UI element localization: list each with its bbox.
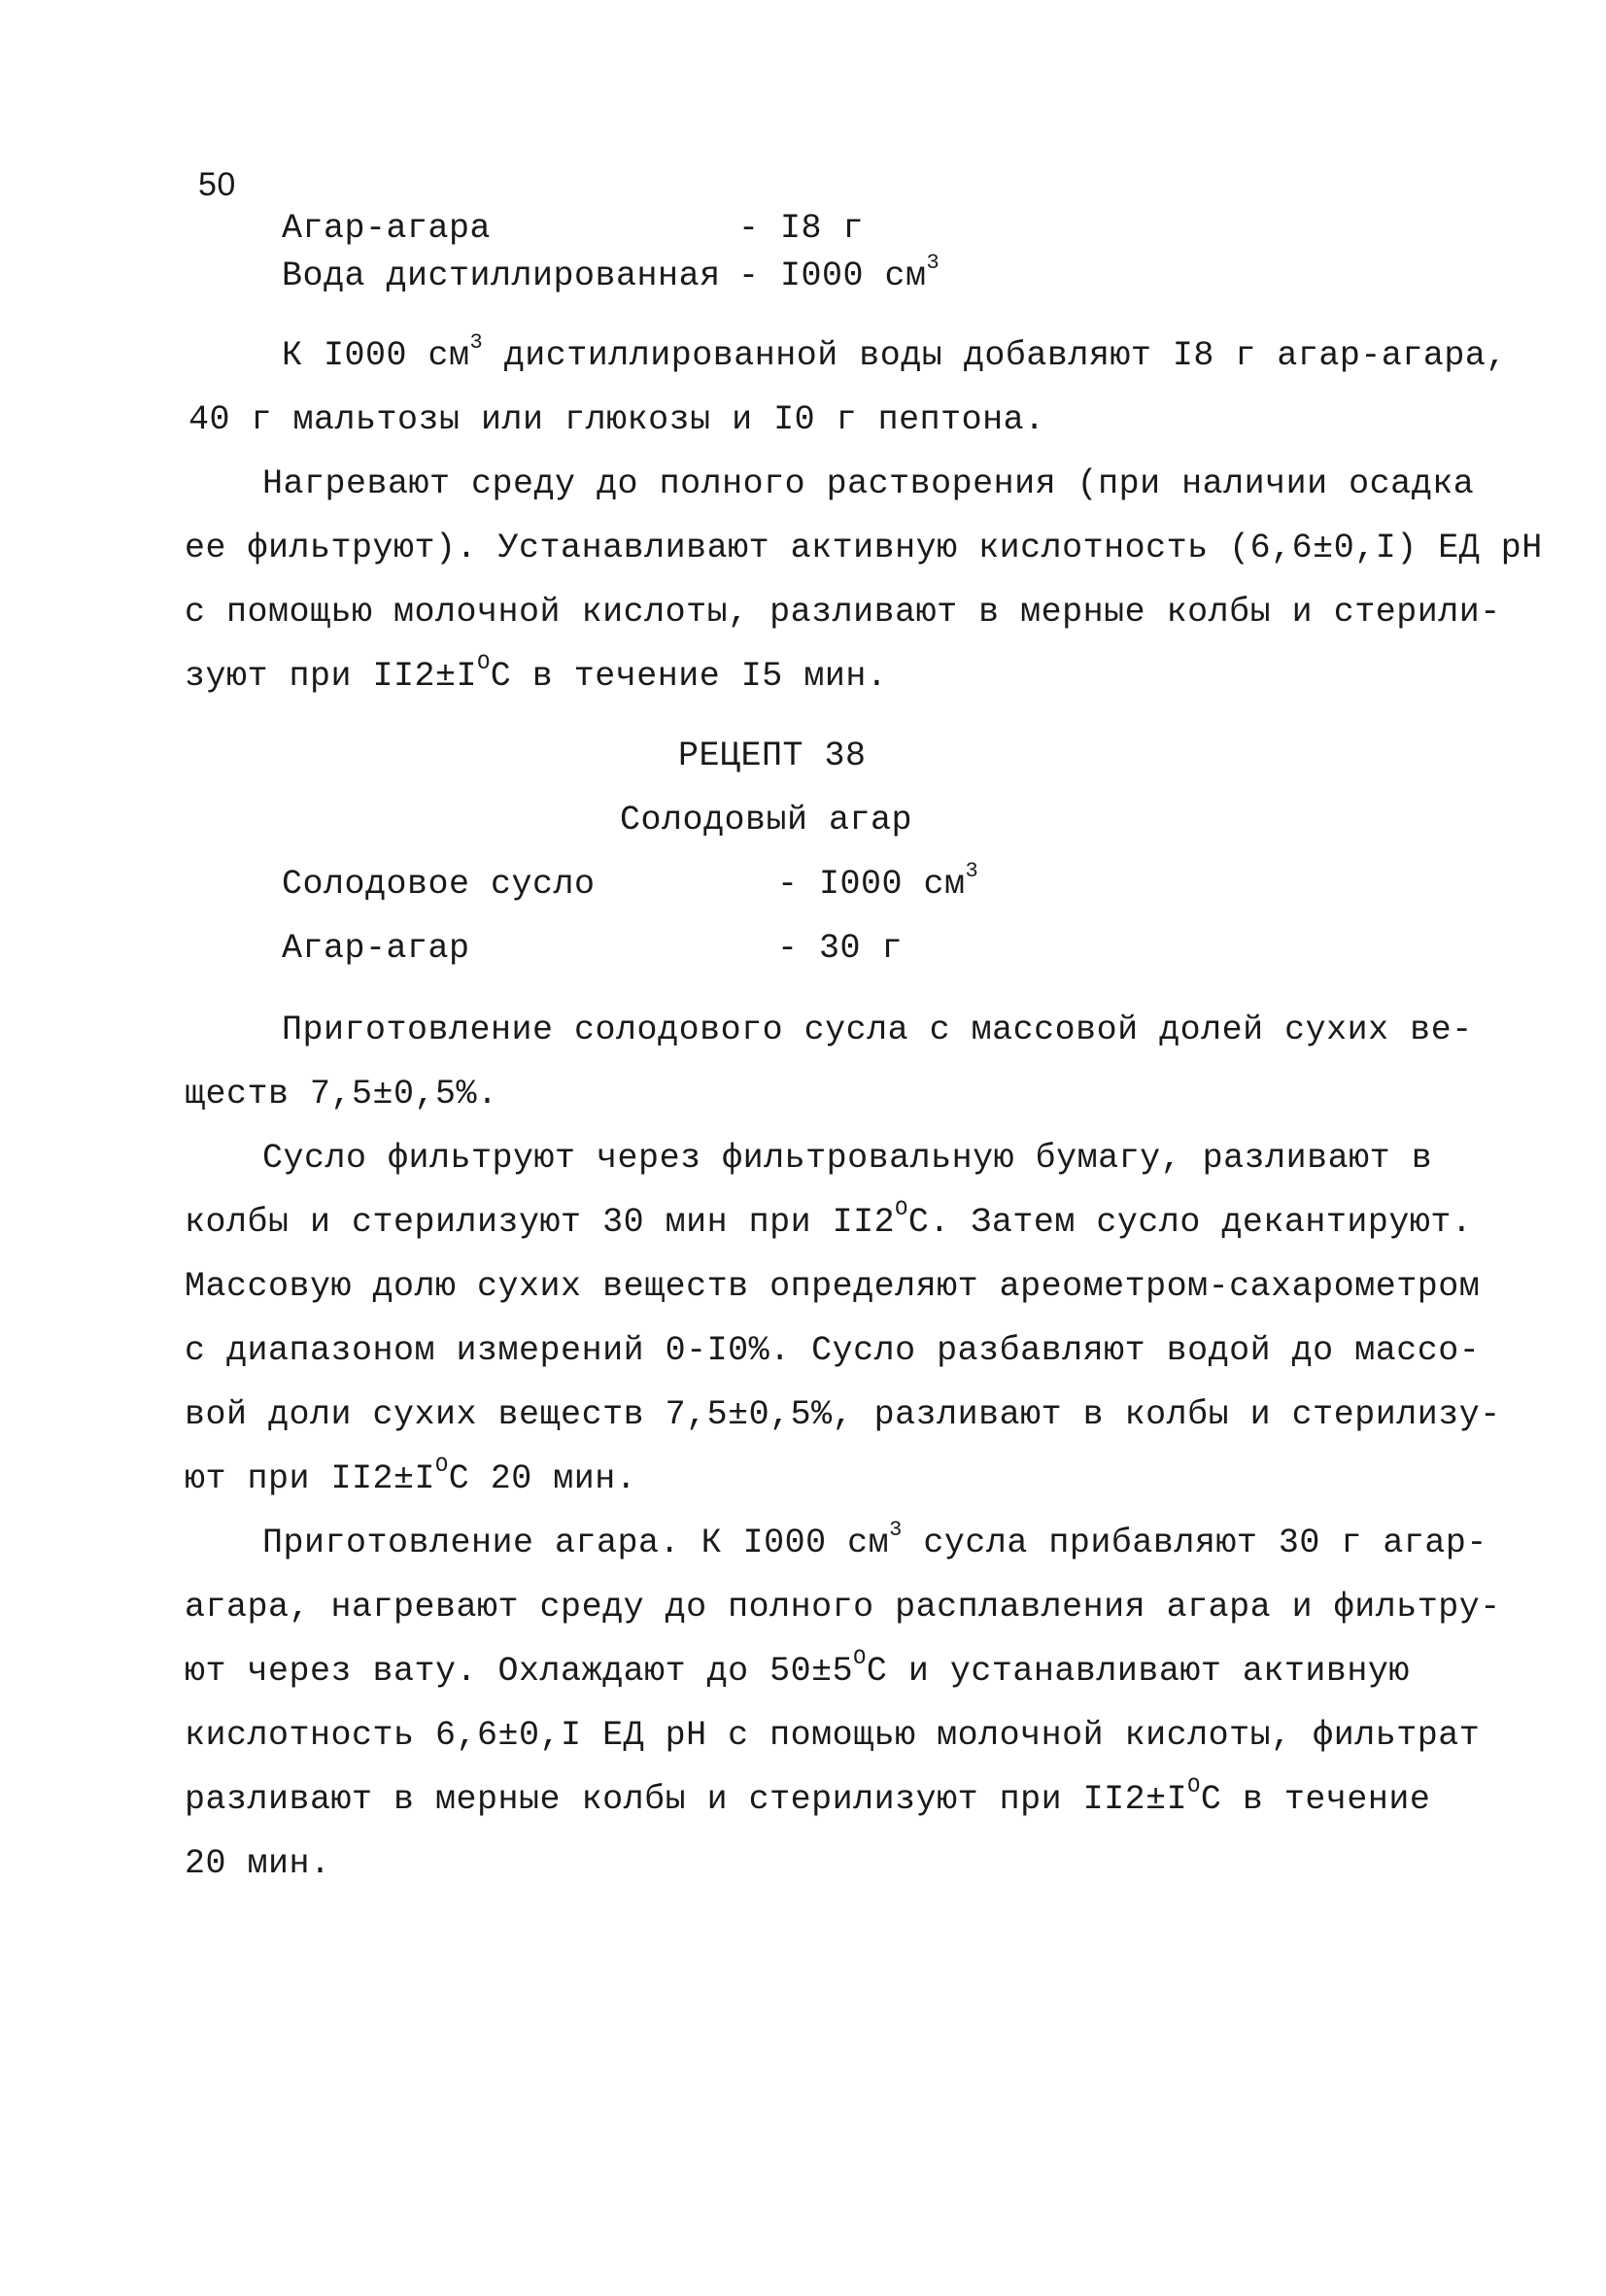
paragraph-line: ют через вату. Охлаждают до $50\pm 5^ОС$ и устанавливают активную: [185, 1646, 1410, 1691]
paragraph-line: агара, нагревают среду до полного расплавления агара и фильтру-: [185, 1588, 1501, 1627]
paragraph-line: с помощью молочной кислоты, разливают в мерные колбы и стерили-: [185, 593, 1501, 632]
paragraph-line: Сусло фильтруют через фильтровальную бумагу, разливают в: [262, 1139, 1433, 1178]
paragraph-line: вой доли сухих веществ 7,5±0,5%, разливают в колбы и стерилизу-: [185, 1395, 1501, 1434]
recipe-title: Солодовый агар: [620, 801, 913, 840]
ingredient-name: Солодовое сусло: [282, 865, 596, 904]
ingredient-name: Вода дистиллированная: [282, 257, 721, 295]
page-number: 50: [198, 166, 236, 203]
ingredient-amount: - I000 $см^3$: [777, 859, 979, 904]
paragraph-line: ее фильтруют). Устанавливают активную кислотность (6,6±0,I) ЕД рН: [185, 529, 1543, 567]
paragraph-line: колбы и стерилизуют 30 мин при $II2^ОС$. Затем сусло декантируют.: [185, 1197, 1473, 1242]
paragraph-line: зуют при $II2\pm I^ОС$ в течение I5 мин.: [185, 651, 888, 696]
paragraph-line: К I000 $см^3$ дистиллированной воды добавляют I8 г агар-агара,: [282, 330, 1507, 375]
paragraph-line: ществ 7,5±0,5%.: [185, 1075, 498, 1114]
paragraph-line: Нагревают среду до полного растворения (при наличии осадка: [262, 464, 1475, 503]
paragraph-line: разливают в мерные колбы и стерилизуют при $II2\pm I^ОС$ в течение: [185, 1774, 1431, 1819]
paragraph-line: ют при $II2\pm I^ОС$ 20 мин.: [185, 1454, 637, 1498]
ingredient-amount: - I8 г: [738, 209, 865, 248]
paragraph-line: Приготовление солодового сусла с массовой долей сухих ве-: [282, 1011, 1473, 1049]
paragraph-line: Приготовление агара. К I000 $см^3$ сусла прибавляют 30 г агар-: [262, 1518, 1487, 1562]
ingredient-name: Агар-агара: [282, 209, 492, 248]
ingredient-amount: - 30 г: [777, 929, 904, 968]
ingredient-name: Агар-агар: [282, 929, 470, 968]
recipe-heading: РЕЦЕПТ 38: [678, 737, 867, 775]
paragraph-line: с диапазоном измерений 0-I0%. Сусло разбавляют водой до массо-: [185, 1331, 1481, 1370]
ingredient-amount: - I000 $см^3$: [738, 251, 940, 295]
paragraph-line: кислотность 6,6±0,I ЕД рН с помощью молочной кислоты, фильтрат: [185, 1716, 1481, 1755]
paragraph-line: 40 г мальтозы или глюкозы и I0 г пептона.: [188, 400, 1045, 439]
paragraph-line: 20 мин.: [185, 1844, 331, 1883]
paragraph-line: Массовую долю сухих веществ определяют ареометром-сахарометром: [185, 1267, 1481, 1306]
